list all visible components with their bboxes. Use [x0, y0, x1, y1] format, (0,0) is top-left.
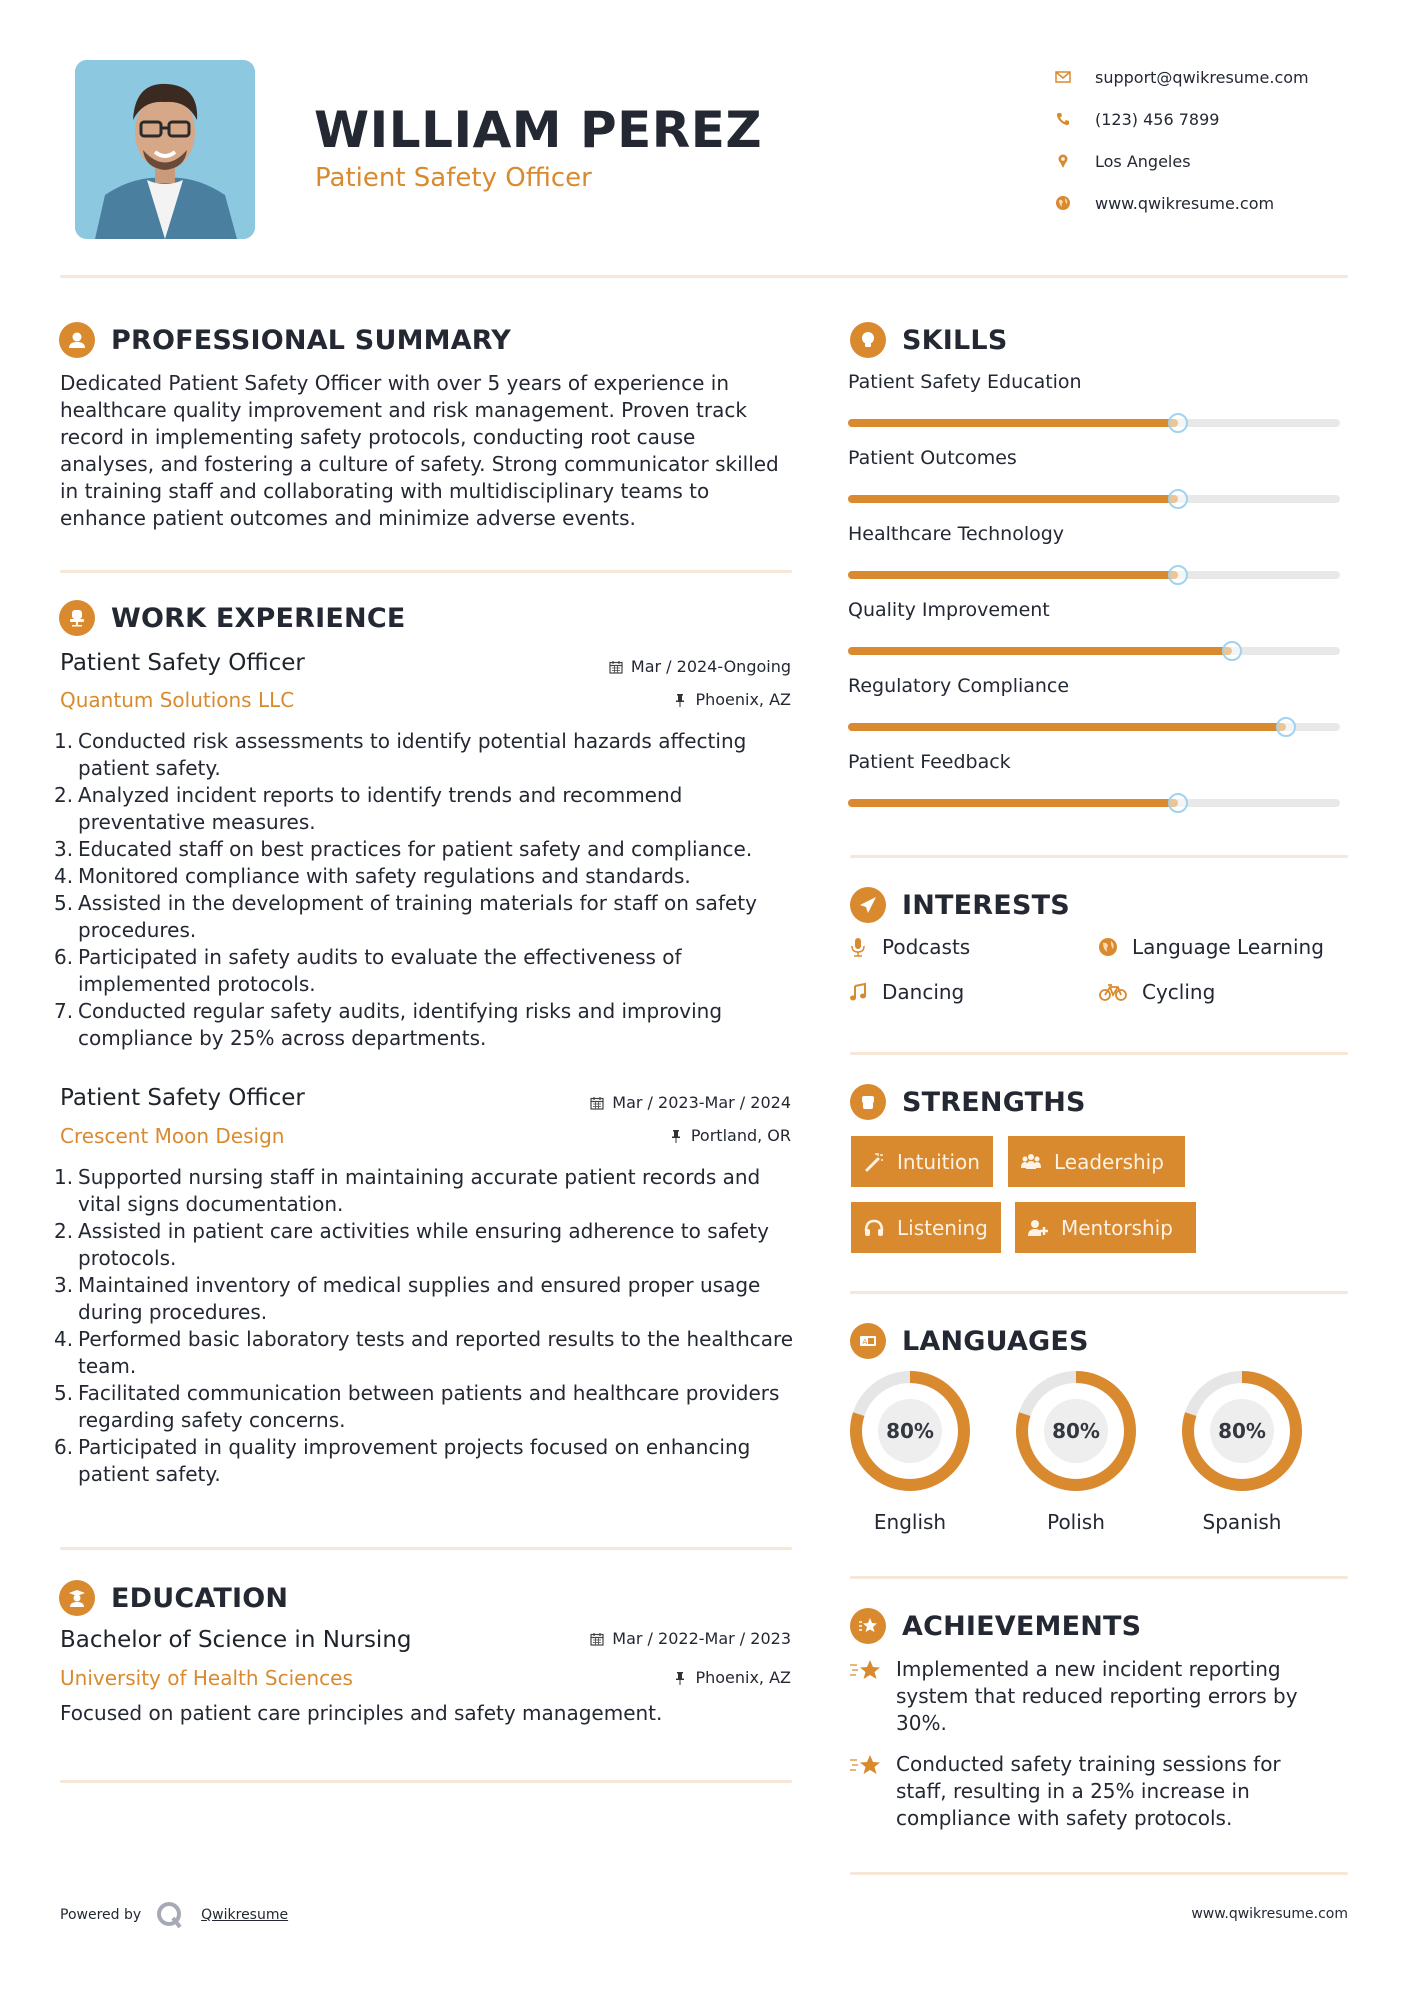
skill-bar-thumb: [1168, 793, 1188, 813]
interest-cycling: [1098, 980, 1215, 1004]
skill-label: Patient Feedback: [848, 751, 1011, 773]
skill-bar-thumb: [1222, 641, 1242, 661]
strength-label: Intuition: [897, 1149, 980, 1174]
list-item: 6. Participated in safety audits to evaluate the effectiveness of implemented protocols.: [54, 945, 682, 996]
globe-icon: [1098, 937, 1118, 957]
skill-bar-thumb: [1168, 565, 1188, 585]
job-1-title: Patient Safety Officer: [60, 650, 305, 676]
contact-location: [1054, 140, 1309, 182]
user-plus-icon: [1027, 1217, 1049, 1239]
language-spanish: [1181, 1370, 1303, 1534]
job-1-dates-text: Mar / 2024-Ongoing: [630, 657, 791, 676]
interest-label: Podcasts: [882, 935, 971, 959]
candidate-role: Patient Safety Officer: [315, 163, 592, 193]
list-item: 7. Conducted regular safety audits, identifying risks and improving compliance by 25% across departments.: [54, 999, 723, 1050]
svg-text:A: A: [862, 1338, 868, 1346]
education-dates-text: Mar / 2022-Mar / 2023: [612, 1629, 791, 1648]
list-item: 2. Analyzed incident reports to identify trends and recommend preventative measures.: [54, 783, 683, 834]
education-degree: Bachelor of Science in Nursing: [60, 1627, 412, 1653]
contact-email-text: support@qwikresume.com: [1095, 67, 1309, 87]
job-1-location-text: Phoenix, AZ: [695, 690, 791, 709]
pushpin-icon: [669, 1129, 683, 1143]
skill-patient-safety-education: [848, 371, 1340, 427]
chair-icon: [59, 600, 95, 636]
skill-bar-fill: [848, 571, 1178, 579]
achievement-text: Conducted safety training sessions for staff, resulting in a 25% increase in compliance with safety protocols.: [896, 1752, 1281, 1830]
education-location-text: Phoenix, AZ: [695, 1668, 791, 1687]
language-progress-ring: [1015, 1370, 1137, 1492]
skill-patient-feedback: [848, 751, 1340, 807]
achievements-title: ACHIEVEMENTS: [902, 1610, 1142, 1642]
skill-bar-fill: [848, 495, 1178, 503]
qwikresume-link[interactable]: Qwikresume: [201, 1907, 289, 1923]
interests-heading: [850, 887, 1070, 923]
education-description: Focused on patient care principles and safety management.: [60, 1701, 663, 1725]
profile-photo: [75, 60, 255, 239]
language-percent: 80%: [1052, 1419, 1100, 1443]
languages-title: LANGUAGES: [902, 1325, 1089, 1357]
strength-intuition: [851, 1136, 993, 1187]
job-2-location-text: Portland, OR: [690, 1126, 791, 1145]
skill-bar-track: [848, 799, 1340, 807]
skill-bar-thumb: [1276, 717, 1296, 737]
contact-phone-text: (123) 456 7899: [1095, 109, 1220, 129]
languages-heading: [850, 1323, 1089, 1359]
lightbulb-icon: [850, 322, 886, 358]
language-progress-ring: [1181, 1370, 1303, 1492]
education-heading: [59, 1580, 288, 1616]
achievement-1: [848, 1656, 1318, 1737]
envelope-icon: [1054, 68, 1072, 86]
list-item: 4. Performed basic laboratory tests and reported results to the healthcare team.: [54, 1327, 794, 1378]
contact-website-text: www.qwikresume.com: [1095, 193, 1275, 213]
language-polish: [1015, 1370, 1137, 1534]
map-pin-icon: [1054, 152, 1072, 170]
profile-photo-illustration: [75, 60, 255, 239]
language-percent: 80%: [886, 1419, 934, 1443]
phone-icon: [1054, 110, 1072, 128]
summary-title: PROFESSIONAL SUMMARY: [111, 324, 512, 356]
job-2-dates-text: Mar / 2023-Mar / 2024: [612, 1093, 791, 1112]
skill-patient-outcomes: [848, 447, 1340, 503]
skills-title: SKILLS: [902, 324, 1008, 356]
list-item: 2. Assisted in patient care activities while ensuring adherence to safety protocols.: [54, 1219, 769, 1270]
list-item: 4. Monitored compliance with safety regulations and standards.: [54, 864, 691, 888]
header-divider: [60, 275, 1348, 278]
magic-wand-icon: [863, 1151, 885, 1173]
education-divider: [60, 1780, 792, 1783]
star-badge-icon: [850, 1608, 886, 1644]
skill-label: Regulatory Compliance: [848, 675, 1070, 697]
graduate-icon: [59, 1580, 95, 1616]
list-item: 5. Assisted in the development of training materials for staff on safety procedures.: [54, 891, 757, 942]
star-icon: [848, 1753, 882, 1779]
calendar-icon: [609, 660, 623, 674]
translate-icon: [850, 1323, 886, 1359]
footer-website[interactable]: www.qwikresume.com: [1191, 1906, 1348, 1922]
user-icon: [59, 322, 95, 358]
skill-label: Quality Improvement: [848, 599, 1050, 621]
list-item: 1. Supported nursing staff in maintaining accurate patient records and vital signs documentation.: [54, 1165, 761, 1216]
education-school: University of Health Sciences: [60, 1666, 353, 1690]
strength-mentorship: [1015, 1202, 1196, 1253]
experience-heading: [59, 600, 405, 636]
calendar-icon: [590, 1096, 604, 1110]
skill-label: Healthcare Technology: [848, 523, 1065, 545]
contact-phone[interactable]: [1054, 98, 1309, 140]
fist-icon: [850, 1084, 886, 1120]
strength-listening: [851, 1202, 1001, 1253]
education-title: EDUCATION: [111, 1582, 289, 1614]
summary-text: Dedicated Patient Safety Officer with over 5 years of experience in healthcare quality improvement and risk management. Proven track record in implementing safety protocols, conducting root cause analyses, and fostering a culture of safety. Strong communicator skilled in training staff and collaborating with multidisciplinary teams to enhance patient outcomes and minimize adverse events.: [60, 371, 779, 530]
footer-powered-by: [60, 1900, 288, 1930]
job-1-bullets: [54, 728, 799, 1052]
job-1-location: [673, 690, 791, 709]
skill-bar-fill: [848, 419, 1178, 427]
achievement-text: Implemented a new incident reporting system that reduced reporting errors by 30%.: [896, 1657, 1298, 1735]
candidate-name: WILLIAM PEREZ: [314, 101, 763, 159]
pushpin-icon: [673, 1671, 687, 1685]
paper-plane-icon: [850, 887, 886, 923]
language-progress-ring: [849, 1370, 971, 1492]
skill-bar-track: [848, 647, 1340, 655]
skill-label: Patient Outcomes: [848, 447, 1017, 469]
star-icon: [848, 1658, 882, 1684]
skill-label: Patient Safety Education: [848, 371, 1082, 393]
skill-bar-track: [848, 495, 1340, 503]
interest-dancing: [848, 980, 964, 1004]
experience-title: WORK EXPERIENCE: [111, 602, 406, 634]
interests-title: INTERESTS: [902, 889, 1070, 921]
skill-bar-fill: [848, 647, 1232, 655]
strength-label: Listening: [897, 1215, 988, 1240]
skill-quality-improvement: [848, 599, 1340, 655]
skills-heading: [850, 322, 1007, 358]
strengths-divider: [850, 1291, 1348, 1294]
languages-divider: [850, 1576, 1348, 1579]
strengths-heading: [850, 1084, 1086, 1120]
list-item: 6. Participated in quality improvement projects focused on enhancing patient safety.: [54, 1435, 751, 1486]
interests-divider: [850, 1052, 1348, 1055]
job-2-dates: [590, 1093, 791, 1112]
education-dates: [590, 1629, 791, 1648]
skills-divider: [850, 855, 1348, 858]
language-percent: 80%: [1218, 1419, 1266, 1443]
job-1-dates: [609, 657, 791, 676]
contact-website[interactable]: [1054, 182, 1309, 224]
microphone-icon: [848, 937, 868, 957]
skill-bar-track: [848, 571, 1340, 579]
skill-regulatory-compliance: [848, 675, 1340, 731]
list-item: 5. Facilitated communication between patients and healthcare providers regarding safety concerns.: [54, 1381, 780, 1432]
education-location: [673, 1668, 791, 1687]
users-icon: [1020, 1151, 1042, 1173]
achievement-2: [848, 1751, 1318, 1832]
interest-label: Cycling: [1142, 980, 1216, 1004]
bicycle-icon: [1098, 982, 1128, 1002]
pushpin-icon: [673, 693, 687, 707]
job-1-company: Quantum Solutions LLC: [60, 688, 295, 712]
achievements-divider: [850, 1872, 1348, 1875]
skill-healthcare-technology: [848, 523, 1340, 579]
achievements-heading: [850, 1608, 1141, 1644]
language-name: Polish: [1047, 1510, 1105, 1534]
summary-heading: [59, 322, 511, 358]
headphones-icon: [863, 1217, 885, 1239]
strength-label: Leadership: [1054, 1149, 1164, 1174]
list-item: 3. Maintained inventory of medical supplies and ensured proper usage during procedures.: [54, 1273, 761, 1324]
contact-email[interactable]: [1054, 56, 1309, 98]
list-item: 1. Conducted risk assessments to identify potential hazards affecting patient safety.: [54, 729, 747, 780]
skill-bar-thumb: [1168, 489, 1188, 509]
qwikresume-logo-icon: [155, 1900, 185, 1930]
experience-divider: [60, 1547, 792, 1550]
interest-label: Dancing: [882, 980, 965, 1004]
strengths-title: STRENGTHS: [902, 1086, 1086, 1118]
powered-by-label: Powered by: [60, 1907, 142, 1923]
skill-bar-thumb: [1168, 413, 1188, 433]
contact-list: [1054, 56, 1309, 224]
job-2-company: Crescent Moon Design: [60, 1124, 285, 1148]
interest-podcasts: [848, 935, 970, 959]
skill-bar-fill: [848, 799, 1178, 807]
job-2-location: [669, 1126, 791, 1145]
globe-icon: [1054, 194, 1072, 212]
summary-divider: [60, 570, 792, 573]
job-2-title: Patient Safety Officer: [60, 1085, 305, 1111]
language-name: Spanish: [1202, 1510, 1282, 1534]
interest-language-learning: [1098, 935, 1324, 959]
language-name: English: [873, 1510, 947, 1534]
skill-bar-track: [848, 723, 1340, 731]
strength-label: Mentorship: [1061, 1215, 1173, 1240]
skill-bar-track: [848, 419, 1340, 427]
calendar-icon: [590, 1632, 604, 1646]
interest-label: Language Learning: [1132, 935, 1324, 959]
skill-bar-fill: [848, 723, 1286, 731]
strength-leadership: [1008, 1136, 1185, 1187]
list-item: 3. Educated staff on best practices for patient safety and compliance.: [54, 837, 753, 861]
contact-location-text: Los Angeles: [1095, 151, 1191, 171]
job-2-bullets: [54, 1164, 799, 1488]
music-note-icon: [848, 982, 868, 1002]
language-english: [849, 1370, 971, 1534]
